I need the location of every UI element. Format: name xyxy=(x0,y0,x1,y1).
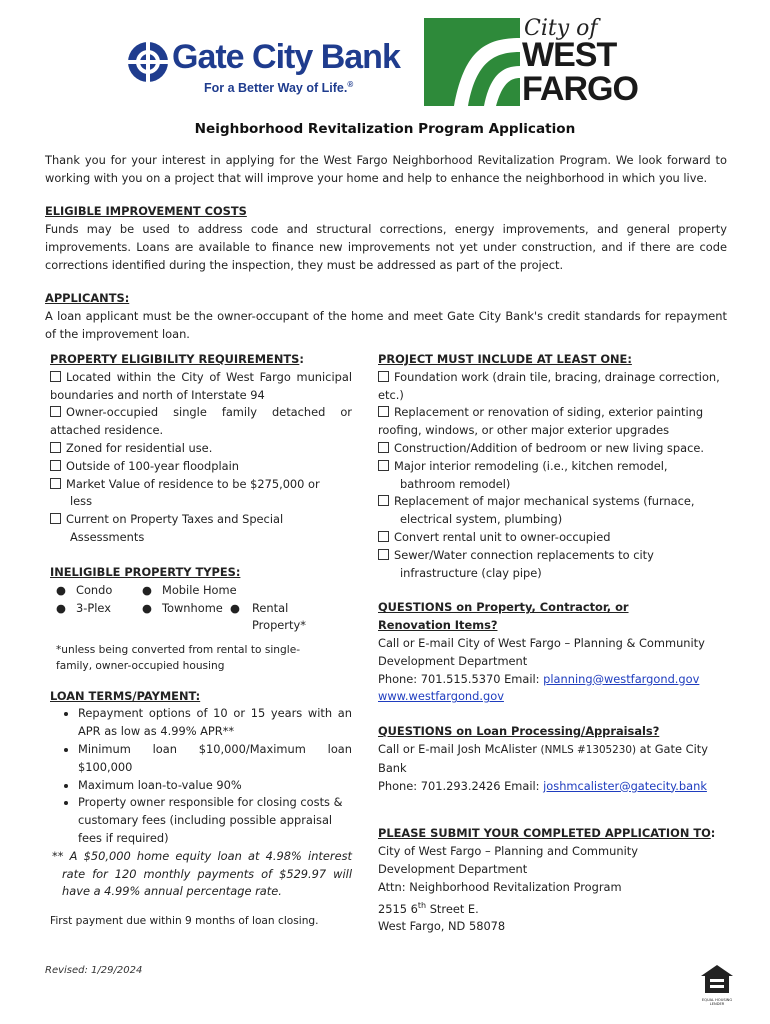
project-item: Sewer/Water connection replacements to city infrastructure (clay pipe) xyxy=(378,547,690,583)
checkbox[interactable] xyxy=(50,406,61,417)
fargo-text: FARGO xyxy=(522,70,638,108)
intro-paragraph: Thank you for your interest in applying for the West Fargo Neighborhood Revitalization Program. We look forward to working with you on a project that will improve your home and help to enhance the neighborhood in which you live. xyxy=(45,153,727,185)
submit-city: West Fargo, ND 58078 xyxy=(378,919,506,934)
eligibility-item: Outside of 100-year floodplain xyxy=(50,458,352,476)
questions-loan-line: Call or E-mail Josh McAlister (NMLS #1305230) at Gate City Bank xyxy=(378,741,708,775)
eligibility-item: Located within the City of West Fargo municipal boundaries and north of Interstate 94 xyxy=(50,369,352,402)
checkbox[interactable] xyxy=(50,442,61,453)
loan-example: ** A $50,000 home equity loan at 4.98% interest rate for 120 monthly payments of $529.97 will have a 4.99% annual percentage rate. xyxy=(52,848,352,899)
ineligible-heading: INELIGIBLE PROPERTY TYPES: xyxy=(50,564,241,579)
loan-terms-heading: LOAN TERMS/PAYMENT: xyxy=(50,688,201,703)
submit-street: 2515 6th Street E. xyxy=(378,900,479,916)
loan-term-item: • Repayment options of 10 or 15 years with an APR as low as 4.99% APR** xyxy=(78,705,352,741)
project-item: Construction/Addition of bedroom or new living space. xyxy=(378,440,728,458)
loan-term-item: • Maximum loan-to-value 90% xyxy=(78,777,352,795)
ineligible-row-1: ● Condo ● Mobile Home xyxy=(50,582,352,600)
questions-loan-heading: QUESTIONS on Loan Processing/Appraisals? xyxy=(378,724,660,739)
bullet-icon: ● xyxy=(56,600,66,615)
equal-housing-lender-logo xyxy=(700,964,734,1004)
submit-heading: PLEASE SUBMIT YOUR COMPLETED APPLICATION TO: xyxy=(378,826,716,841)
checkbox[interactable] xyxy=(50,460,61,471)
loan-term-item: • Minimum loan $10,000/Maximum loan $100,000 xyxy=(78,741,352,777)
gate-city-bank-emblem-icon xyxy=(126,40,170,84)
questions-property-line: Call or E-mail City of West Fargo – Planning & Community Development Department xyxy=(378,635,705,668)
checkbox[interactable] xyxy=(378,406,389,417)
equal-housing-icon xyxy=(700,964,734,994)
applicants-heading: APPLICANTS: xyxy=(45,291,130,305)
loan-email-link[interactable]: joshmcalister@gatecity.bank xyxy=(543,778,707,793)
bullet-icon: ● xyxy=(142,600,152,615)
project-item: Convert rental unit to owner-occupied xyxy=(378,529,728,547)
city-of-west-fargo-logo xyxy=(424,18,654,108)
questions-property-heading: QUESTIONS on Property, Contractor, or Renovation Items? xyxy=(378,600,629,633)
checkbox[interactable] xyxy=(378,371,389,382)
bullet-icon: ● xyxy=(230,600,240,615)
checkbox[interactable] xyxy=(50,513,61,524)
checkbox[interactable] xyxy=(378,495,389,506)
submit-line: City of West Fargo – Planning and Community Development Department xyxy=(378,844,638,876)
loan-terms-list xyxy=(50,705,352,847)
applicants-body: A loan applicant must be the owner-occupant of the home and meet Gate City Bank's credit standards for repayment of the improvement loan. xyxy=(45,309,727,341)
questions-property-contact: Phone: 701.515.5370 Email: planning@westfargond.gov xyxy=(378,671,700,686)
revised-date: Revised: 1/29/2024 xyxy=(45,965,143,976)
page-title: Neighborhood Revitalization Program Application xyxy=(194,121,576,137)
project-item: Major interior remodeling (i.e., kitchen remodel, bathroom remodel) xyxy=(378,458,700,494)
submit-attn: Attn: Neighborhood Revitalization Program xyxy=(378,879,622,894)
website-link[interactable]: www.westfargond.gov xyxy=(378,689,504,704)
west-text: WEST xyxy=(522,36,617,74)
eligibility-item: Zoned for residential use. xyxy=(50,440,352,458)
ineligible-footnote: *unless being converted from rental to single-family, owner-occupied housing xyxy=(56,643,301,672)
project-item: Replacement or renovation of siding, exterior painting roofing, windows, or other major exterior upgrades xyxy=(378,405,704,438)
planning-email-link[interactable]: planning@westfargond.gov xyxy=(543,671,700,686)
checkbox[interactable] xyxy=(378,442,389,453)
eligibility-item: Owner-occupied single family detached or attached residence. xyxy=(50,405,352,438)
right-column xyxy=(378,351,728,936)
bank-name: Gate City Bank xyxy=(172,38,400,76)
project-must-heading: PROJECT MUST INCLUDE AT LEAST ONE: xyxy=(378,352,632,366)
eligibility-item: Market Value of residence to be $275,000 or less xyxy=(50,476,342,512)
eligibility-item: Current on Property Taxes and Special Assessments xyxy=(50,511,310,547)
checkbox[interactable] xyxy=(378,531,389,542)
gate-city-bank-logo xyxy=(126,36,400,100)
questions-loan-contact: Phone: 701.293.2426 Email: joshmcalister@gatecity.bank xyxy=(378,778,707,793)
project-item: Replacement of major mechanical systems (furnace, electrical system, plumbing) xyxy=(378,493,720,529)
bank-tagline: For a Better Way of Life.® xyxy=(204,80,354,96)
bullet-icon: ● xyxy=(142,582,152,597)
west-fargo-emblem-icon xyxy=(424,18,520,106)
loan-term-item: • Property owner responsible for closing costs & customary fees (including possible appraisal fees if required) xyxy=(78,794,352,847)
checkbox[interactable] xyxy=(50,371,61,382)
project-item: Foundation work (drain tile, bracing, drainage correction, etc.) xyxy=(378,369,720,402)
eligible-costs-heading: ELIGIBLE IMPROVEMENT COSTS xyxy=(45,204,247,218)
ineligible-row-2: ● 3-Plex ● Townhome ● Rental Property* xyxy=(56,600,306,633)
bullet-icon: ● xyxy=(56,582,66,597)
city-of-text: City of xyxy=(524,16,598,41)
left-column xyxy=(50,351,352,931)
eligible-costs-body: Funds may be used to address code and structural corrections, energy improvements, and general property improvements. Loans are available to finance new improvements not yet under construction, and if there are code corrections identified during the inspection, they must be addressed as part of the project. xyxy=(45,222,727,272)
first-payment-note: First payment due within 9 months of loan closing. xyxy=(50,915,319,928)
checkbox[interactable] xyxy=(378,549,389,560)
property-eligibility-heading: PROPERTY ELIGIBILITY REQUIREMENTS: xyxy=(50,352,304,366)
checkbox[interactable] xyxy=(50,478,61,489)
equal-housing-label: EQUAL HOUSING LENDER xyxy=(701,998,733,1006)
checkbox[interactable] xyxy=(378,460,389,471)
